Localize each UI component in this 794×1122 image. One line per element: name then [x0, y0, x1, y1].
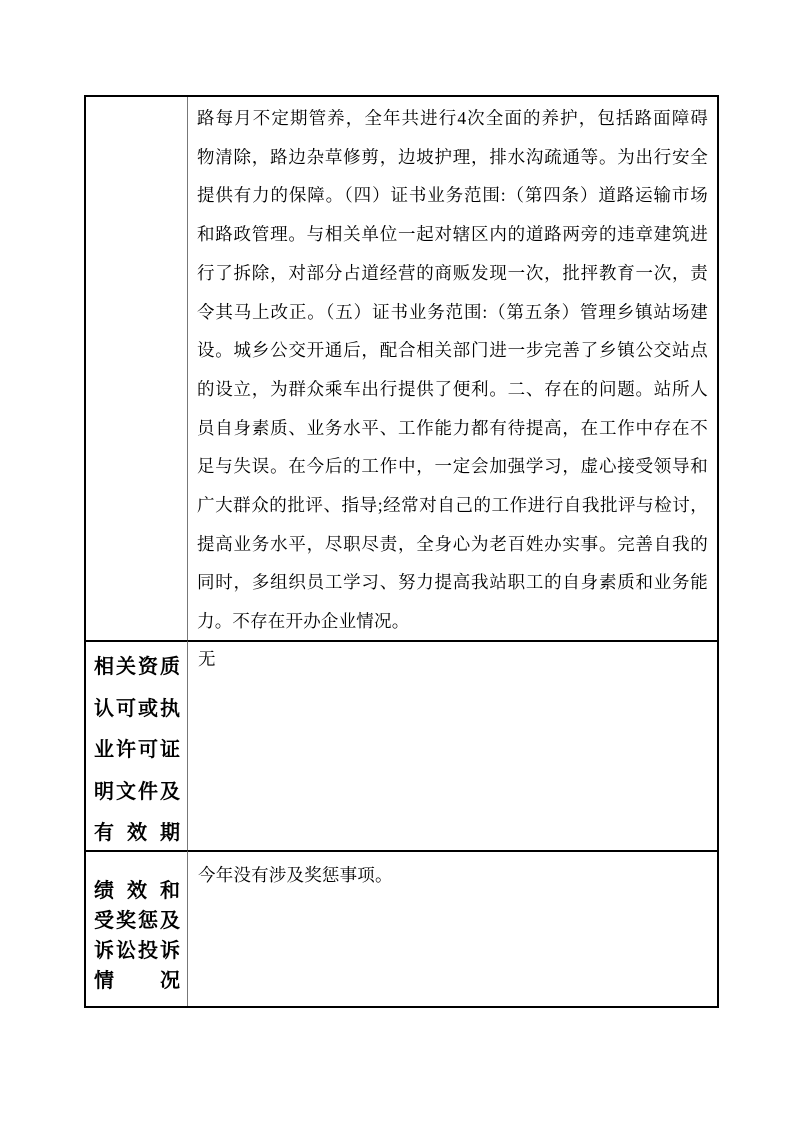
qualification-label-cell [86, 640, 188, 850]
summary-line: 提供有力的保障。（四）证书业务范围:（第四条）道路运输市场 [197, 185, 708, 206]
qualification-label-line: 有效期 [94, 822, 180, 844]
summary-line: 力。不存在开办企业情况。 [197, 611, 410, 632]
summary-line: 提高业务水平，尽职尽责，全身心为老百姓办实事。完善自我的 [197, 533, 708, 554]
qualification-value-cell [188, 640, 717, 850]
report-table [84, 95, 719, 1008]
performance-label-cell [86, 850, 188, 1006]
performance-value-cell [188, 850, 717, 1006]
summary-line: 的设立，为群众乘车出行提供了便利。二、存在的问题。站所人 [197, 378, 708, 399]
summary-line: 广大群众的批评、指导;经常对自己的工作进行自我批评与检讨， [197, 495, 708, 516]
qualification-label-line: 认可或执 [94, 697, 180, 720]
summary-line: 路每月不定期管养，全年共进行4次全面的养护，包括路面障碍 [197, 108, 708, 128]
qualification-label-line: 明文件及 [94, 780, 180, 803]
summary-text-cell [188, 97, 717, 640]
summary-line: 令其马上改正。（五）证书业务范围:（第五条）管理乡镇站场建 [197, 301, 708, 322]
qualification-label-line: 业许可证 [94, 739, 180, 761]
performance-label-line: 情况 [94, 970, 180, 992]
performance-value: 今年没有涉及奖惩事项。 [198, 865, 393, 885]
summary-line: 物清除，路边杂草修剪，边坡护理，排水沟疏通等。为出行安全 [197, 146, 708, 167]
summary-line: 行了拆除，对部分占道经营的商贩发现一次，批抨教育一次，责 [197, 262, 708, 283]
summary-line: 足与失误。在今后的工作中，一定会加强学习，虚心接受领导和 [197, 456, 708, 477]
summary-line: 员自身素质、业务水平、工作能力都有待提高，在工作中存在不 [197, 417, 708, 438]
summary-line: 和路政管理。与相关单位一起对辖区内的道路两旁的违章建筑进 [197, 224, 708, 245]
summary-line: 设。城乡公交开通后，配合相关部门进一步完善了乡镇公交站点 [197, 340, 708, 361]
qualification-label-line: 相关资质 [94, 656, 180, 678]
summary-line: 同时，多组织员工学习、努力提高我站职工的自身素质和业务能 [197, 572, 708, 593]
qualification-value: 无 [198, 649, 216, 669]
performance-label-line: 诉讼投诉 [94, 940, 180, 962]
summary-label-cell-empty [86, 97, 188, 640]
performance-label-line: 受奖惩及 [94, 910, 180, 932]
performance-label-line: 绩效和 [94, 880, 180, 902]
